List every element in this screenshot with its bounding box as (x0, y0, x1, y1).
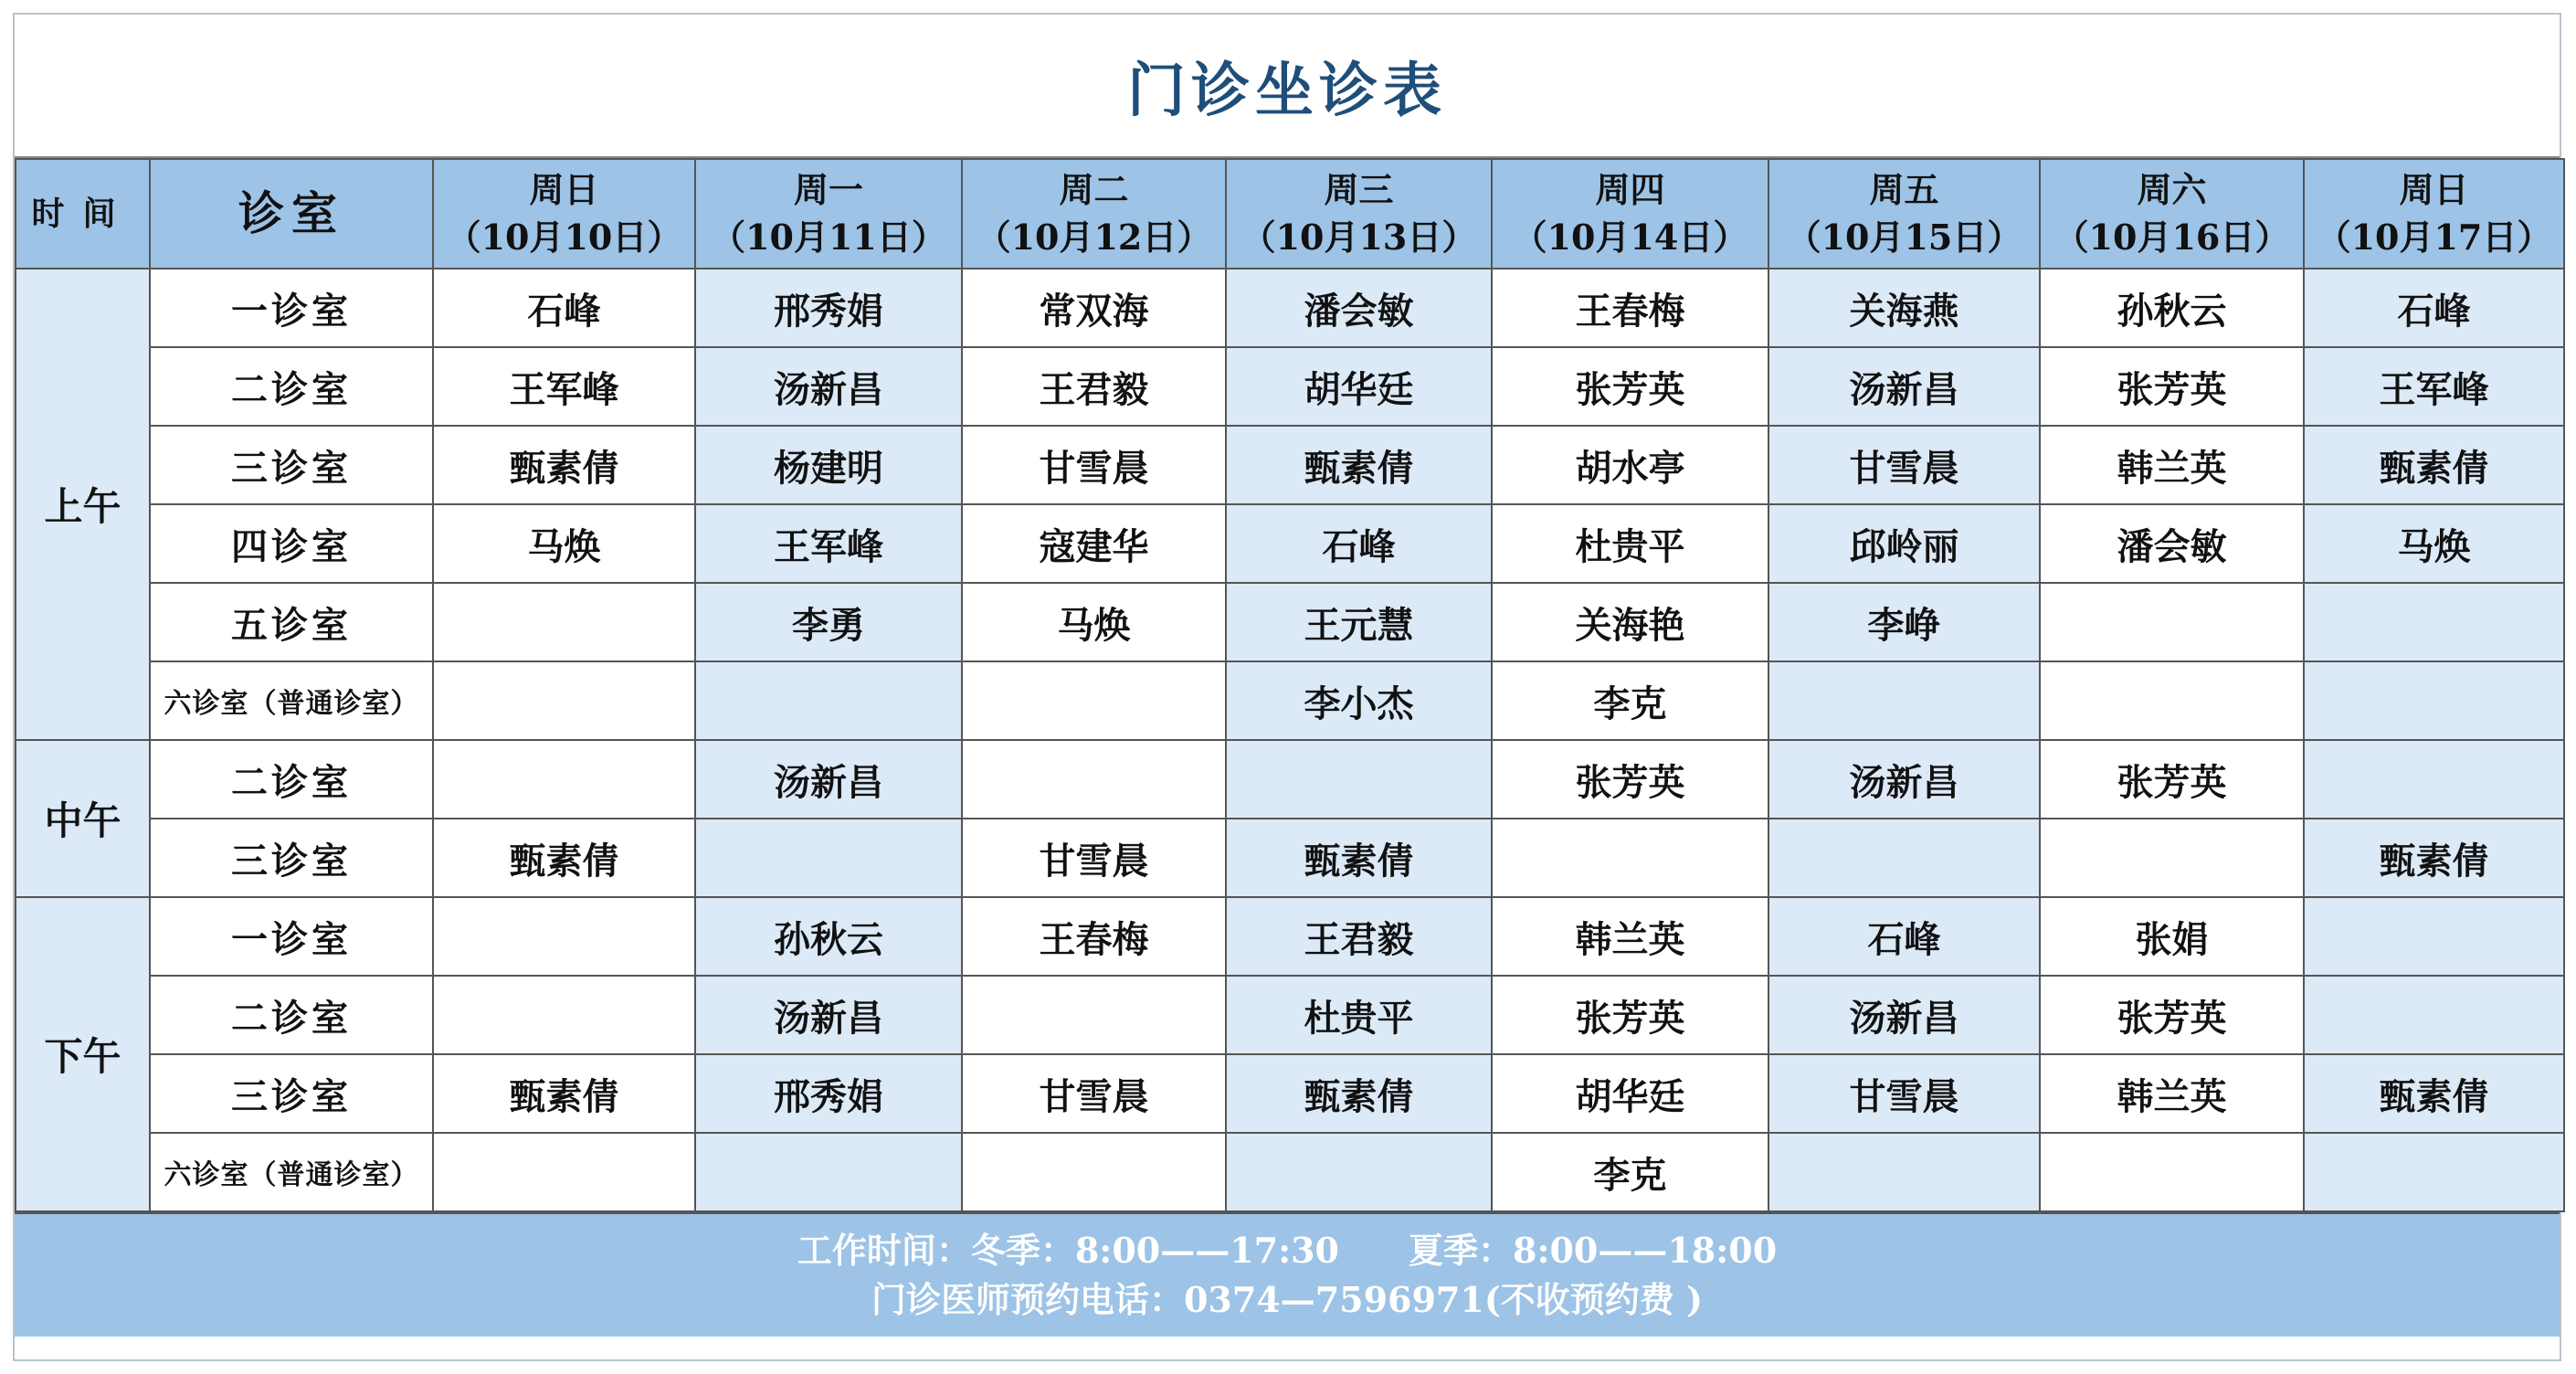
doctor-cell: 汤新昌 (695, 976, 962, 1054)
header-day-6 (2040, 159, 2304, 269)
doctor-cell: 汤新昌 (1768, 976, 2040, 1054)
room-label: 五诊室 (150, 583, 433, 661)
doctor-cell: 汤新昌 (695, 740, 962, 819)
doctor-cell: 甄素倩 (433, 1054, 695, 1133)
room-label: 三诊室 (150, 1054, 433, 1133)
doctor-cell: 杜贵平 (1492, 504, 1768, 583)
doctor-cell: 潘会敏 (2040, 504, 2304, 583)
doctor-cell: 甄素倩 (1226, 819, 1492, 897)
header-day-name: 周一 (793, 169, 863, 210)
doctor-cell: 胡水亭 (1492, 426, 1768, 504)
doctor-cell (962, 740, 1226, 819)
doctor-cell: 李克 (1492, 1133, 1768, 1211)
footer-phone: 门诊医师预约电话：0374—7596971(不收预约费 ) (871, 1279, 1704, 1320)
table-body (16, 269, 2564, 1211)
header-time: 时间 (16, 159, 150, 269)
doctor-cell: 甄素倩 (1226, 426, 1492, 504)
doctor-cell: 张芳英 (2040, 740, 2304, 819)
room-label: 二诊室 (150, 976, 433, 1054)
header-day-name: 周四 (1595, 169, 1665, 210)
room-label: 三诊室 (150, 426, 433, 504)
table-row (16, 269, 2564, 347)
doctor-cell: 张芳英 (1492, 740, 1768, 819)
room-label: 一诊室 (150, 269, 433, 347)
table-row (16, 504, 2564, 583)
page-title: 门诊坐诊表 (1127, 56, 1447, 125)
header-day-date: （10月11日） (711, 217, 946, 258)
doctor-cell (2040, 661, 2304, 740)
table-row (16, 897, 2564, 976)
doctor-cell (433, 976, 695, 1054)
doctor-cell (433, 897, 695, 976)
doctor-cell: 王春梅 (1492, 269, 1768, 347)
doctor-cell: 杨建明 (695, 426, 962, 504)
header-day-name: 周三 (1324, 169, 1394, 210)
header-day-date: （10月14日） (1512, 217, 1748, 258)
doctor-cell (2304, 976, 2564, 1054)
header-day-0 (433, 159, 695, 269)
header-day-name: 周日 (2399, 169, 2469, 210)
doctor-cell: 李克 (1492, 661, 1768, 740)
doctor-cell: 石峰 (2304, 269, 2564, 347)
doctor-cell (433, 583, 695, 661)
period-label: 下午 (16, 897, 150, 1211)
schedule-table (15, 158, 2565, 1212)
doctor-cell: 胡华廷 (1226, 347, 1492, 426)
doctor-cell: 王春梅 (962, 897, 1226, 976)
doctor-cell: 王军峰 (433, 347, 695, 426)
doctor-cell: 甘雪晨 (962, 426, 1226, 504)
period-label: 中午 (16, 740, 150, 897)
doctor-cell: 潘会敏 (1226, 269, 1492, 347)
header-day-date: （10月10日） (446, 217, 682, 258)
header-day-date: （10月15日） (1786, 217, 2022, 258)
doctor-cell: 张芳英 (1492, 347, 1768, 426)
doctor-cell: 甘雪晨 (962, 819, 1226, 897)
doctor-cell: 关海艳 (1492, 583, 1768, 661)
room-label: 六诊室（普通诊室） (150, 661, 433, 740)
doctor-cell (2040, 819, 2304, 897)
doctor-cell (2040, 1133, 2304, 1211)
doctor-cell (695, 661, 962, 740)
room-label: 二诊室 (150, 740, 433, 819)
table-row (16, 426, 2564, 504)
header-day-date: （10月13日） (1240, 217, 1477, 258)
doctor-cell: 李小杰 (1226, 661, 1492, 740)
room-label: 二诊室 (150, 347, 433, 426)
header-day-5 (1768, 159, 2040, 269)
doctor-cell: 甄素倩 (433, 426, 695, 504)
doctor-cell (695, 819, 962, 897)
header-day-date: （10月12日） (976, 217, 1212, 258)
header-day-4 (1492, 159, 1768, 269)
doctor-cell: 石峰 (1226, 504, 1492, 583)
doctor-cell (1768, 819, 2040, 897)
doctor-cell: 石峰 (433, 269, 695, 347)
doctor-cell: 甄素倩 (433, 819, 695, 897)
period-label: 上午 (16, 269, 150, 740)
doctor-cell (1768, 661, 2040, 740)
doctor-cell (962, 976, 1226, 1054)
doctor-cell: 王军峰 (2304, 347, 2564, 426)
header-day-name: 周二 (1059, 169, 1129, 210)
table-header (16, 159, 2564, 269)
doctor-cell (2304, 740, 2564, 819)
header-room: 诊室 (150, 159, 433, 269)
header-day-name: 周五 (1869, 169, 1939, 210)
table-row (16, 819, 2564, 897)
header-day-3 (1226, 159, 1492, 269)
doctor-cell: 汤新昌 (1768, 740, 2040, 819)
doctor-cell: 王军峰 (695, 504, 962, 583)
doctor-cell (2304, 583, 2564, 661)
doctor-cell: 甄素倩 (1226, 1054, 1492, 1133)
doctor-cell: 韩兰英 (2040, 1054, 2304, 1133)
doctor-cell: 张娟 (2040, 897, 2304, 976)
doctor-cell: 李勇 (695, 583, 962, 661)
doctor-cell: 寇建华 (962, 504, 1226, 583)
doctor-cell (962, 1133, 1226, 1211)
doctor-cell: 甘雪晨 (962, 1054, 1226, 1133)
doctor-cell: 马焕 (962, 583, 1226, 661)
doctor-cell: 孙秋云 (695, 897, 962, 976)
table-row (16, 583, 2564, 661)
doctor-cell (433, 661, 695, 740)
table-row (16, 1054, 2564, 1133)
doctor-cell (1226, 1133, 1492, 1211)
doctor-cell: 张芳英 (1492, 976, 1768, 1054)
doctor-cell: 杜贵平 (1226, 976, 1492, 1054)
doctor-cell (1492, 819, 1768, 897)
doctor-cell (433, 740, 695, 819)
room-label: 三诊室 (150, 819, 433, 897)
doctor-cell: 李峥 (1768, 583, 2040, 661)
doctor-cell (695, 1133, 962, 1211)
doctor-cell: 王君毅 (1226, 897, 1492, 976)
doctor-cell: 石峰 (1768, 897, 2040, 976)
doctor-cell (433, 1133, 695, 1211)
header-day-1 (695, 159, 962, 269)
doctor-cell: 甘雪晨 (1768, 1054, 2040, 1133)
doctor-cell (1768, 1133, 2040, 1211)
room-label: 一诊室 (150, 897, 433, 976)
header-day-2 (962, 159, 1226, 269)
doctor-cell (2040, 583, 2304, 661)
footer (15, 1212, 2560, 1337)
header-day-date: （10月17日） (2316, 217, 2552, 258)
room-label: 六诊室（普通诊室） (150, 1133, 433, 1211)
room-label: 四诊室 (150, 504, 433, 583)
schedule-sheet (13, 13, 2561, 1361)
doctor-cell: 马焕 (433, 504, 695, 583)
header-day-date: （10月16日） (2053, 217, 2290, 258)
doctor-cell (2304, 897, 2564, 976)
title-row (15, 15, 2560, 158)
header-day-name: 周日 (529, 169, 599, 210)
doctor-cell: 张芳英 (2040, 976, 2304, 1054)
doctor-cell: 邱岭丽 (1768, 504, 2040, 583)
doctor-cell: 邢秀娟 (695, 269, 962, 347)
doctor-cell: 常双海 (962, 269, 1226, 347)
doctor-cell: 甄素倩 (2304, 819, 2564, 897)
doctor-cell (2304, 1133, 2564, 1211)
doctor-cell: 孙秋云 (2040, 269, 2304, 347)
doctor-cell: 马焕 (2304, 504, 2564, 583)
doctor-cell: 汤新昌 (695, 347, 962, 426)
doctor-cell: 韩兰英 (1492, 897, 1768, 976)
table-row (16, 740, 2564, 819)
doctor-cell: 汤新昌 (1768, 347, 2040, 426)
table-row (16, 976, 2564, 1054)
doctor-cell: 邢秀娟 (695, 1054, 962, 1133)
doctor-cell: 甘雪晨 (1768, 426, 2040, 504)
footer-hours: 工作时间：冬季：8:00——17:30 夏季：8:00——18:00 (797, 1230, 1778, 1271)
header-day-name: 周六 (2137, 169, 2207, 210)
header-day-7 (2304, 159, 2564, 269)
doctor-cell: 韩兰英 (2040, 426, 2304, 504)
doctor-cell: 张芳英 (2040, 347, 2304, 426)
doctor-cell: 王君毅 (962, 347, 1226, 426)
doctor-cell: 胡华廷 (1492, 1054, 1768, 1133)
table-row (16, 347, 2564, 426)
doctor-cell (1226, 740, 1492, 819)
doctor-cell: 关海燕 (1768, 269, 2040, 347)
doctor-cell: 甄素倩 (2304, 1054, 2564, 1133)
table-row (16, 1133, 2564, 1211)
doctor-cell (962, 661, 1226, 740)
doctor-cell (2304, 661, 2564, 740)
doctor-cell: 王元慧 (1226, 583, 1492, 661)
doctor-cell: 甄素倩 (2304, 426, 2564, 504)
table-row (16, 661, 2564, 740)
